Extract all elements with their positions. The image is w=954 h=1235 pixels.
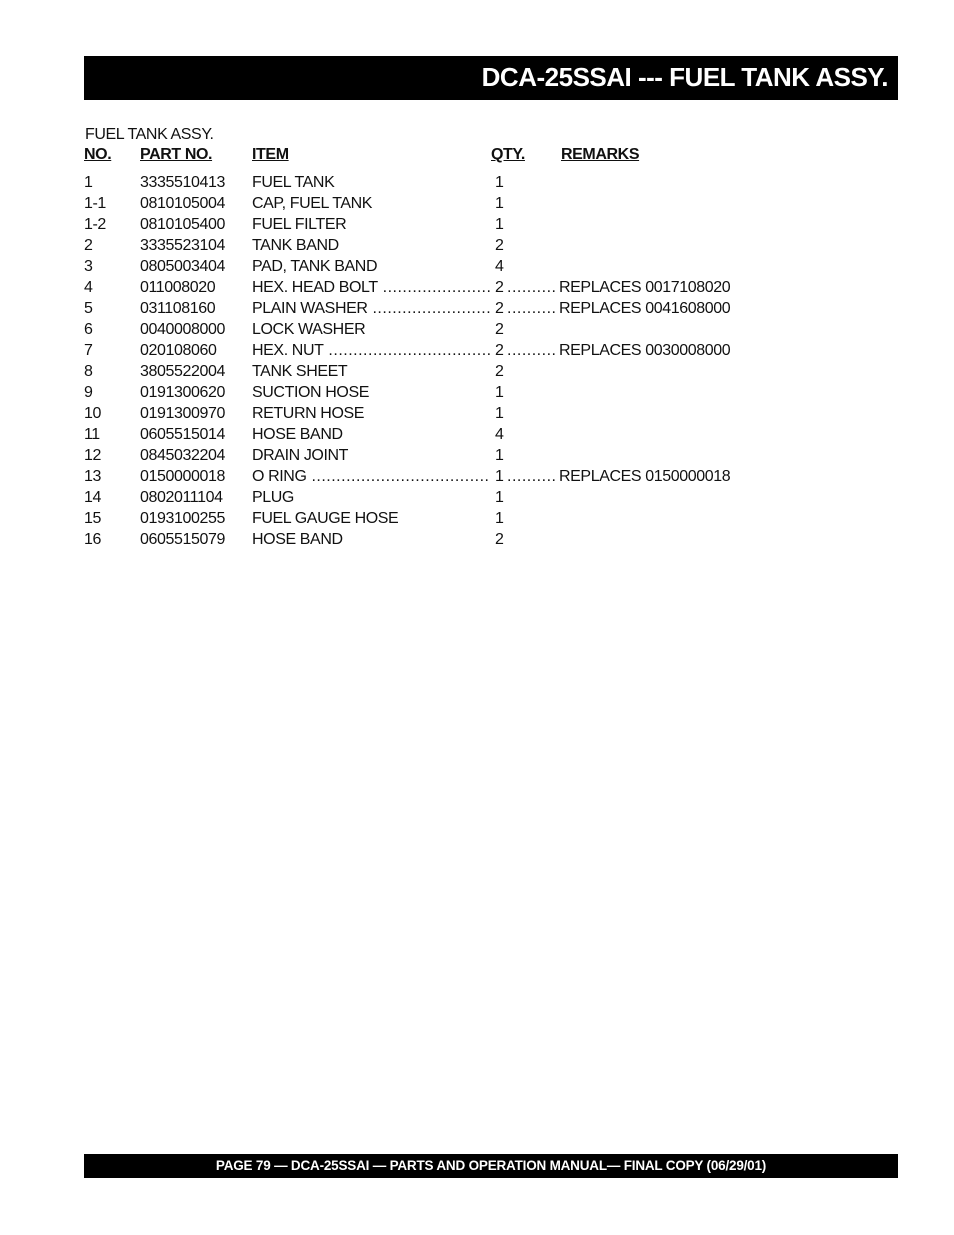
part-item-name: HEX. NUT .....: [252, 342, 490, 360]
part-number: 0191300620: [140, 384, 225, 401]
column-header-no: NO.: [84, 146, 112, 163]
part-number-index: 13: [84, 468, 101, 485]
table-row: [0, 216, 954, 237]
part-number: 0605515079: [140, 531, 225, 548]
part-number-index: 6: [84, 321, 93, 338]
part-quantity: 1: [495, 489, 504, 506]
part-item-name: FUEL GAUGE HOSE: [252, 510, 399, 527]
part-remarks: REPLACES 0030008000: [559, 342, 731, 359]
part-number-index: 4: [84, 279, 93, 296]
table-row: [0, 489, 954, 510]
part-number-index: 10: [84, 405, 101, 422]
part-number-index: 1-1: [84, 195, 106, 212]
part-number: 3335523104: [140, 237, 225, 254]
part-item-name: SUCTION HOSE: [252, 384, 369, 401]
part-quantity: 1: [495, 174, 504, 191]
part-number: 0802011104: [140, 489, 223, 506]
table-row: [0, 384, 954, 405]
part-quantity: 4: [495, 426, 504, 443]
table-row: [0, 258, 954, 279]
part-quantity: 2: [495, 300, 504, 317]
part-number-index: 14: [84, 489, 101, 506]
table-row: [0, 531, 954, 552]
part-number: 0040008000: [140, 321, 225, 338]
page-footer-bar: [84, 1154, 898, 1178]
part-number: 3805522004: [140, 363, 225, 380]
part-quantity: 1: [495, 405, 504, 422]
part-quantity: 1: [495, 468, 504, 485]
part-item-name: DRAIN JOINT: [252, 447, 349, 464]
part-number-index: 1: [84, 174, 93, 191]
part-number-index: 11: [84, 426, 100, 443]
part-number: 011008020: [140, 279, 216, 296]
table-row: [0, 279, 954, 300]
part-item-name: TANK BAND: [252, 237, 339, 254]
part-quantity: 2: [495, 279, 504, 296]
part-quantity: 4: [495, 258, 504, 275]
part-quantity: 1: [495, 195, 504, 212]
part-item-name: HOSE BAND: [252, 531, 343, 548]
table-row: [0, 468, 954, 489]
part-number: 0150000018: [140, 468, 225, 485]
page-header-bar: [84, 56, 898, 100]
part-item-name: PLAIN WASHER .....: [252, 300, 490, 318]
part-quantity: 2: [495, 237, 504, 254]
part-number: 3335510413: [140, 174, 225, 191]
part-item-name: FUEL TANK: [252, 174, 335, 191]
table-row: [0, 405, 954, 426]
dot-leader: [507, 468, 555, 486]
part-number-index: 9: [84, 384, 93, 401]
part-item-name: LOCK WASHER: [252, 321, 366, 338]
part-number-index: 16: [84, 531, 101, 548]
table-row: [0, 342, 954, 363]
dot-leader: [507, 279, 555, 297]
part-item-name: PAD, TANK BAND: [252, 258, 378, 275]
part-quantity: 2: [495, 531, 504, 548]
part-number-index: 7: [84, 342, 93, 359]
part-number: 0191300970: [140, 405, 225, 422]
table-row: [0, 174, 954, 195]
table-row: [0, 195, 954, 216]
part-quantity: 2: [495, 321, 504, 338]
page-title: DCA-25SSAI --- FUEL TANK ASSY.: [481, 62, 888, 92]
part-number-index: 15: [84, 510, 101, 527]
part-item-name: RETURN HOSE: [252, 405, 365, 422]
part-remarks: REPLACES 0150000018: [559, 468, 731, 485]
section-label: FUEL TANK ASSY.: [85, 126, 214, 143]
part-quantity: 2: [495, 342, 504, 359]
part-quantity: 1: [495, 510, 504, 527]
part-item-name: O RING .....: [252, 468, 490, 486]
part-item-name: HEX. HEAD BOLT .....: [252, 279, 490, 297]
part-number: 0805003404: [140, 258, 225, 275]
page-footer-text: PAGE 79 — DCA-25SSAI — PARTS AND OPERATION MANUAL— FINAL COPY (06/29/01): [215, 1158, 767, 1173]
part-number-index: 12: [84, 447, 101, 464]
dot-leader: [507, 300, 555, 318]
part-quantity: 1: [495, 447, 504, 464]
part-number-index: 8: [84, 363, 93, 380]
table-row: [0, 300, 954, 321]
part-number: 0193100255: [140, 510, 225, 527]
part-item-name: PLUG: [252, 489, 294, 506]
part-item-name: CAP, FUEL TANK: [252, 195, 373, 212]
part-quantity: 1: [495, 384, 504, 401]
table-row: [0, 363, 954, 384]
part-number-index: 2: [84, 237, 93, 254]
table-row: [0, 510, 954, 531]
part-number: 0845032204: [140, 447, 225, 464]
column-header-item: ITEM: [252, 146, 289, 163]
part-quantity: 2: [495, 363, 504, 380]
column-header-qty: QTY.: [491, 146, 525, 163]
column-header-remarks: REMARKS: [561, 146, 640, 163]
table-row: [0, 447, 954, 468]
part-item-name: HOSE BAND: [252, 426, 343, 443]
table-row: [0, 426, 954, 447]
dot-leader: [507, 342, 555, 360]
part-number-index: 1-2: [84, 216, 106, 233]
part-item-name: TANK SHEET: [252, 363, 348, 380]
part-number: 0605515014: [140, 426, 225, 443]
part-remarks: REPLACES 0041608000: [559, 300, 731, 317]
table-row: [0, 237, 954, 258]
column-header-part-no: PART NO.: [140, 146, 213, 163]
part-number: 031108160: [140, 300, 216, 317]
part-number-index: 3: [84, 258, 93, 275]
part-number-index: 5: [84, 300, 93, 317]
part-remarks: REPLACES 0017108020: [559, 279, 731, 296]
part-item-name: FUEL FILTER: [252, 216, 347, 233]
part-quantity: 1: [495, 216, 504, 233]
part-number: 0810105004: [140, 195, 225, 212]
parts-table: [0, 174, 954, 552]
part-number: 020108060: [140, 342, 217, 359]
table-row: [0, 321, 954, 342]
part-number: 0810105400: [140, 216, 225, 233]
